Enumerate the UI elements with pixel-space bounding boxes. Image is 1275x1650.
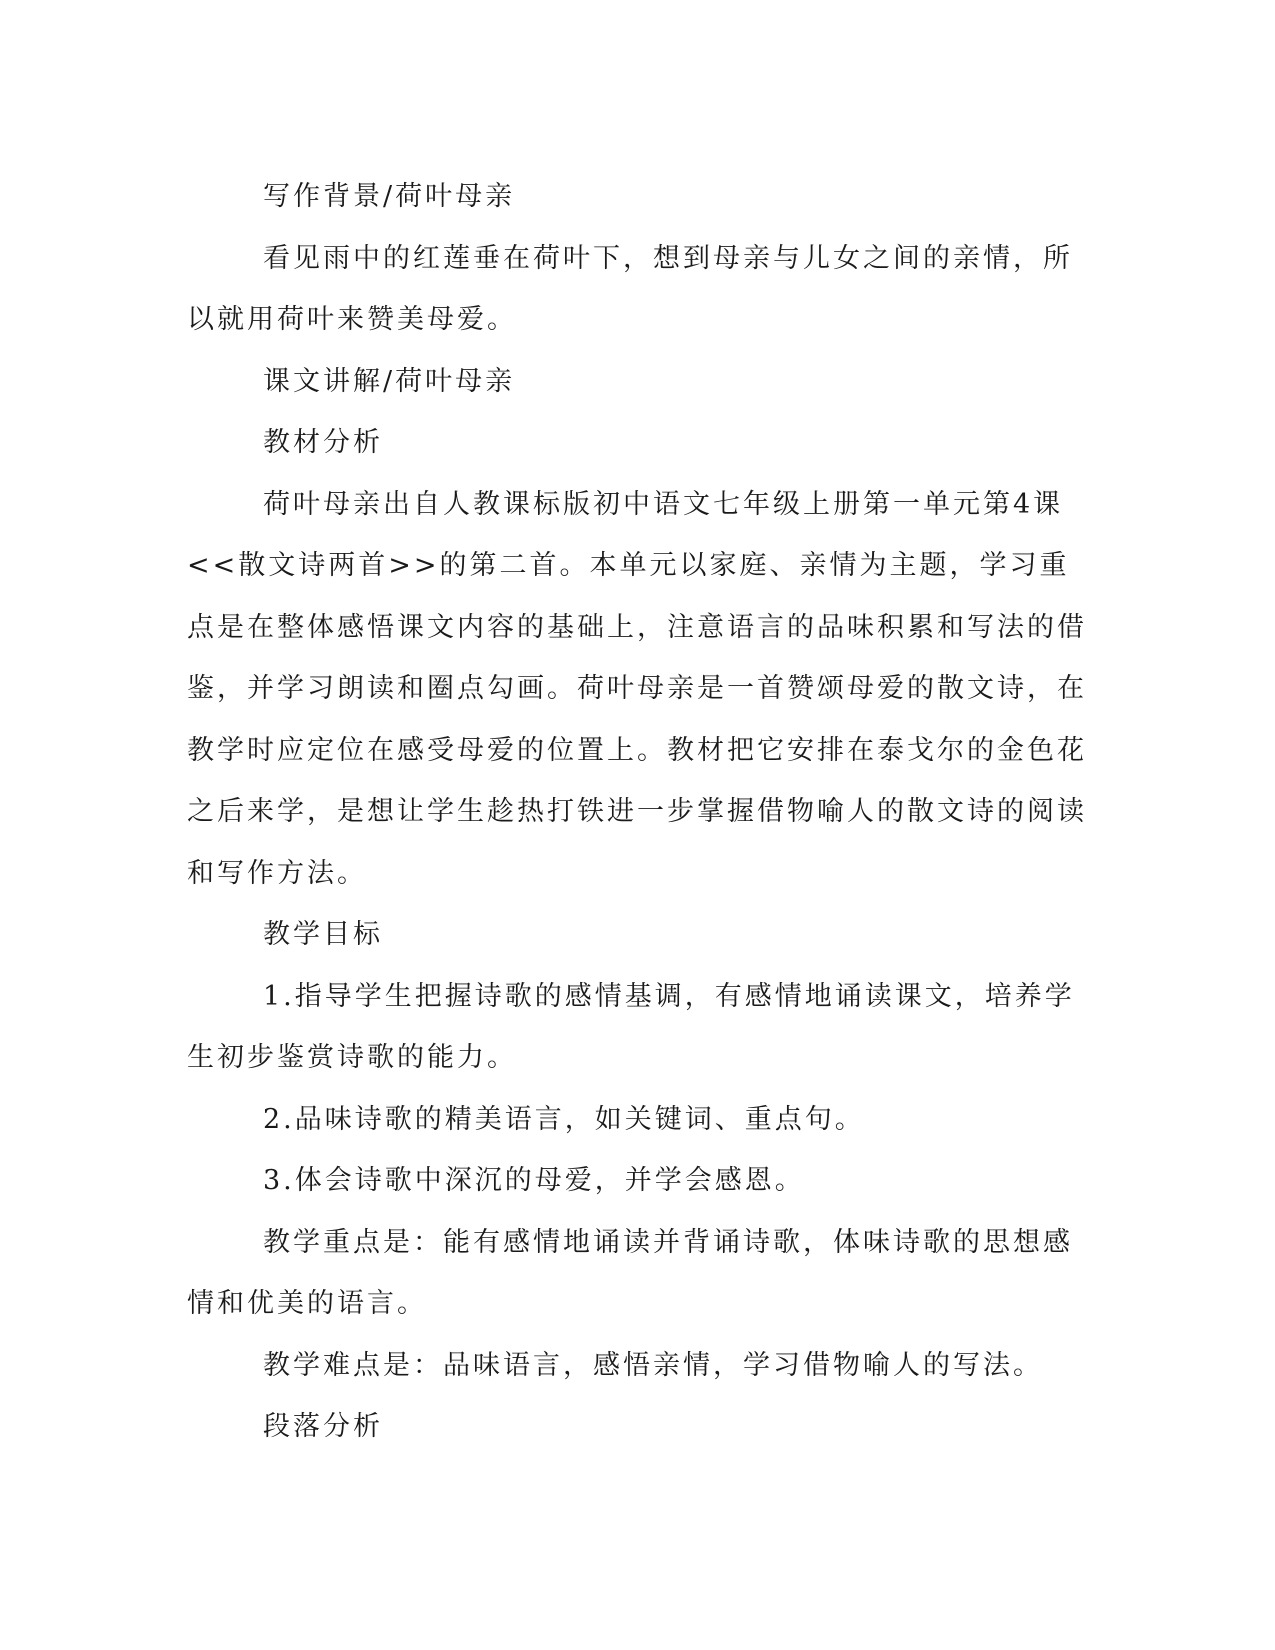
paragraph-background-text: 看见雨中的红莲垂在荷叶下，想到母亲与儿女之间的亲情，所以就用荷叶来赞美母爱。 bbox=[187, 242, 1073, 335]
document-body bbox=[187, 166, 1087, 1458]
goal-item-2: 2.品味诗歌的精美语言，如关键词、重点句。 bbox=[263, 1103, 865, 1135]
heading-lesson-explanation: 课文讲解/荷叶母亲 bbox=[263, 365, 516, 397]
paragraph-teaching-focus: 教学重点是：能有感情地诵读并背诵诗歌，体味诗歌的思想感情和优美的语言。 bbox=[187, 1226, 1073, 1319]
paragraph-teaching-difficulty: 教学难点是：品味语言，感悟亲情，学习借物喻人的写法。 bbox=[263, 1349, 1043, 1381]
goal-item-1: 1.指导学生把握诗歌的感情基调，有感情地诵读课文，培养学生初步鉴赏诗歌的能力。 bbox=[187, 980, 1075, 1073]
goal-item-3: 3.体会诗歌中深沉的母爱，并学会感恩。 bbox=[263, 1165, 805, 1196]
heading-paragraph-analysis: 段落分析 bbox=[263, 1411, 383, 1442]
heading-writing-background: 写作背景/荷叶母亲 bbox=[263, 181, 516, 212]
heading-teaching-goals: 教学目标 bbox=[263, 919, 383, 950]
paragraph-textbook-analysis: 荷叶母亲出自人教课标版初中语文七年级上册第一单元第4课<<散文诗两首>>的第二首。本单元以家庭、亲情为主题，学习重点是在整体感悟课文内容的基础上，注意语言的品味积累和写法的借鉴，并学习朗读和圈点勾画。荷叶母亲是一首赞颂母爱的散文诗，在教学时应定位在感受母爱的位置上。教材把它安排在泰戈尔的金色花之后来学，是想让学生趁热打铁进一步掌握借物喻人的散文诗的阅读和写作方法。 bbox=[187, 488, 1087, 889]
heading-textbook-analysis: 教材分析 bbox=[263, 427, 383, 458]
